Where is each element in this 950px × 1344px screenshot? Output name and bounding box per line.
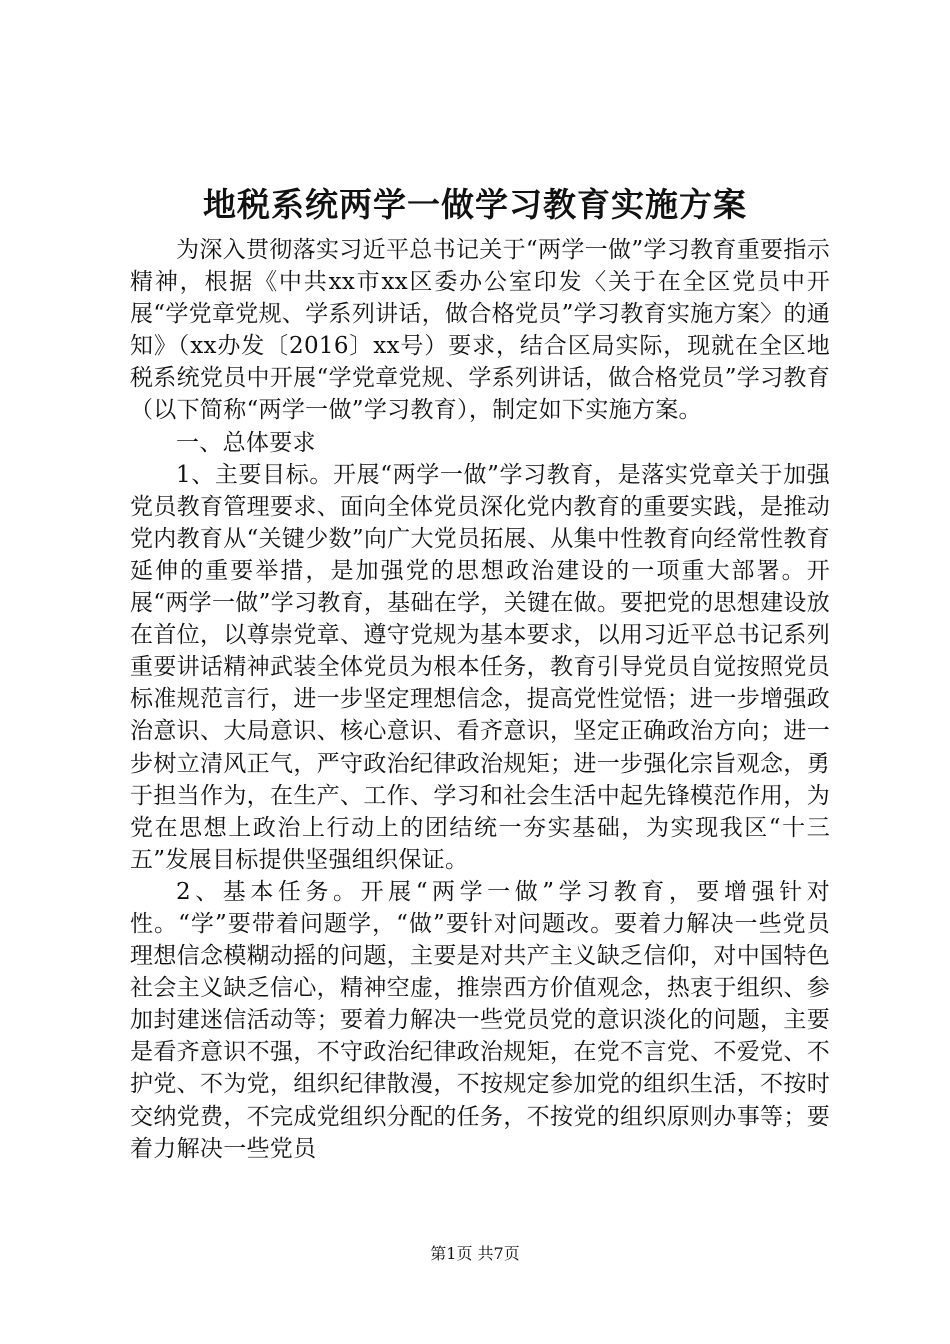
document-body	[130, 234, 830, 1165]
main-goals-paragraph: 1、主要目标。开展“两学一做”学习教育，是落实党章关于加强党员教育管理要求、面向全体党员深化党内教育的重要实践，是推动党内教育从“关键少数”向广大党员拓展、从集中性教育向经常性教育延伸的重要举措，是加强党的思想政治建设的一项重大部署。开展“两学一做”学习教育，基础在学，关键在做。要把党的思想建设放在首位，以尊崇党章、遵守党规为基本要求，以用习近平总书记系列重要讲话精神武装全体党员为根本任务，教育引导党员自觉按照党员标准规范言行，进一步坚定理想信念，提高党性觉悟；进一步增强政治意识、大局意识、核心意识、看齐意识，坚定正确政治方向；进一步树立清风正气，严守政治纪律政治规矩；进一步强化宗旨观念，勇于担当作为，在生产、工作、学习和社会生活中起先锋模范作用，为党在思想上政治上行动上的团结统一夯实基础，为实现我区“十三五”发展目标提供坚强组织保证。	[130, 461, 830, 873]
basic-tasks-paragraph: 2、基本任务。开展“两学一做”学习教育，要增强针对性。“学”要带着问题学，“做”要针对问题改。要着力解决一些党员理想信念模糊动摇的问题，主要是对共产主义缺乏信仰，对中国特色社会主义缺乏信心，精神空虚，推崇西方价值观念，热衷于组织、参加封建迷信活动等；要着力解决一些党员党的意识淡化的问题，主要是看齐意识不强，不守政治纪律政治规矩，在党不言党、不爱党、不护党、不为党，组织纪律散漫，不按规定参加党的组织生活，不按时交纳党费，不完成党组织分配的任务，不按党的组织原则办事等；要着力解决一些党员	[130, 878, 830, 1162]
intro-paragraph: 为深入贯彻落实习近平总书记关于“两学一做”学习教育重要指示精神，根据《中共xx市xx区委办公室印发〈关于在全区党员中开展“学党章党规、学系列讲话，做合格党员”学习教育实施方案〉的通知》（xx办发〔2016〕xx号）要求，结合区局实际，现就在全区地税系统党员中开展“学党章党规、学系列讲话，做合格党员”学习教育（以下简称“两学一做”学习教育），制定如下实施方案。	[130, 237, 830, 424]
section-heading-general-requirements: 一、总体要求	[176, 429, 316, 456]
document-title: 地税系统两学一做学习教育实施方案	[203, 185, 747, 224]
page-number-footer: 第1页 共7页	[430, 1244, 520, 1263]
